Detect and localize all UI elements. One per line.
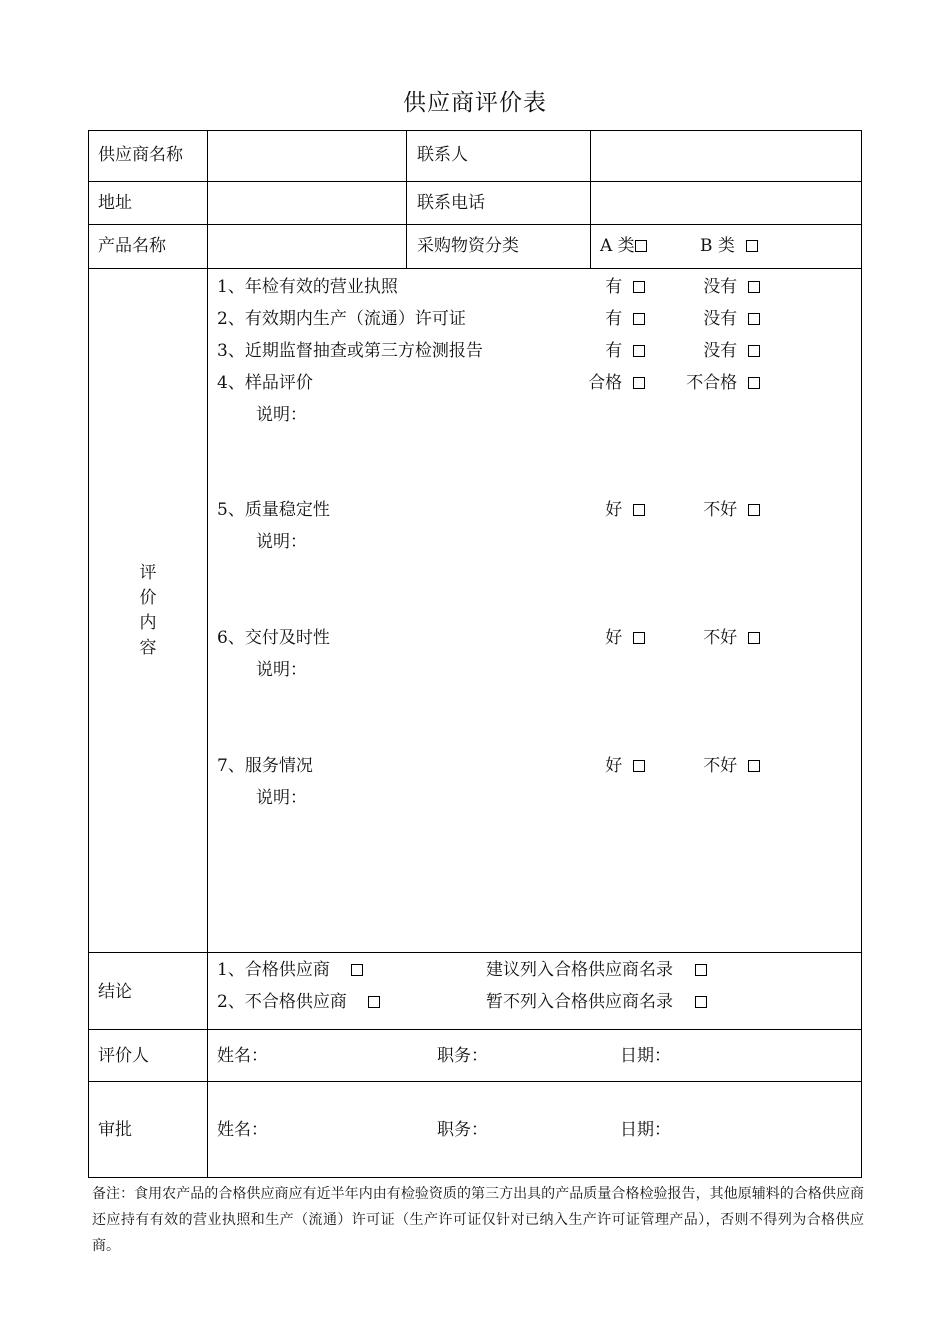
checkbox[interactable]: [695, 996, 707, 1008]
row-divider: [88, 181, 862, 182]
class-b-checkbox[interactable]: [746, 240, 758, 252]
conclusion-option-list[interactable]: [486, 960, 707, 980]
explain-label: 说明：: [256, 405, 307, 425]
option-label: 没有: [703, 277, 738, 297]
option-label: 1、合格供应商: [217, 960, 330, 980]
class-a-label: A 类: [600, 236, 635, 256]
eval-option-bad[interactable]: [703, 628, 760, 648]
conclusion-option-nolist[interactable]: [486, 992, 707, 1012]
product-name-label: 产品名称: [98, 236, 166, 256]
evaluator-post-field[interactable]: 职务：: [437, 1046, 488, 1066]
evaluator-name-field[interactable]: 姓名：: [217, 1046, 268, 1066]
eval-option-fail[interactable]: [686, 373, 760, 393]
eval-option-pass[interactable]: [588, 373, 645, 393]
option-label: 没有: [703, 309, 738, 329]
checkbox[interactable]: [633, 760, 645, 772]
eval-option-yes[interactable]: [605, 277, 645, 297]
class-b-label: B 类: [700, 236, 735, 256]
option-label: 好: [605, 628, 623, 648]
conclusion-label: 结论: [98, 982, 132, 1002]
row-divider: [88, 1081, 862, 1082]
checkbox[interactable]: [633, 504, 645, 516]
phone-field[interactable]: [593, 184, 859, 222]
checkbox[interactable]: [748, 504, 760, 516]
eval-option-yes[interactable]: [605, 309, 645, 329]
form-title: 供应商评价表: [403, 90, 547, 116]
conclusion-option-qualified[interactable]: [217, 960, 363, 980]
eval-item-label: 3、近期监督抽查或第三方检测报告: [217, 341, 483, 361]
checkbox[interactable]: [633, 281, 645, 293]
column-divider: [207, 130, 208, 1178]
eval-item-label: 2、有效期内生产（流通）许可证: [217, 309, 466, 329]
option-label: 有: [605, 341, 623, 361]
explain-label: 说明：: [256, 532, 307, 552]
eval-option-good[interactable]: [605, 628, 645, 648]
approval-name-field[interactable]: 姓名：: [217, 1120, 268, 1140]
product-name-field[interactable]: [210, 227, 404, 266]
row-divider: [88, 1029, 862, 1030]
approval-post-field[interactable]: 职务：: [437, 1120, 488, 1140]
option-label: 有: [605, 309, 623, 329]
evaluator-label: 评价人: [98, 1046, 149, 1066]
explain-label: 说明：: [256, 660, 307, 680]
class-a-option[interactable]: [600, 236, 647, 256]
option-label: 没有: [703, 341, 738, 361]
address-field[interactable]: [210, 184, 404, 222]
option-label: 不好: [703, 628, 738, 648]
checkbox[interactable]: [748, 313, 760, 325]
eval-option-good[interactable]: [605, 500, 645, 520]
option-label: 不好: [703, 500, 738, 520]
row-divider: [88, 952, 862, 953]
row-divider: [88, 224, 862, 225]
option-label: 有: [605, 277, 623, 297]
option-label: 不合格: [686, 373, 738, 393]
eval-section-char: 评: [139, 563, 157, 583]
eval-option-bad[interactable]: [703, 756, 760, 776]
checkbox[interactable]: [695, 964, 707, 976]
checkbox[interactable]: [368, 996, 380, 1008]
eval-item-label: 7、服务情况: [217, 756, 313, 776]
eval-option-bad[interactable]: [703, 500, 760, 520]
option-label: 好: [605, 756, 623, 776]
eval-item-label: 5、质量稳定性: [217, 500, 330, 520]
class-b-option[interactable]: [700, 236, 758, 256]
approval-label: 审批: [98, 1120, 132, 1140]
conclusion-option-unqualified[interactable]: [217, 992, 380, 1012]
eval-option-no[interactable]: [703, 341, 760, 361]
eval-option-no[interactable]: [703, 309, 760, 329]
eval-section-char: 价: [139, 588, 157, 608]
checkbox[interactable]: [633, 377, 645, 389]
contact-label: 联系人: [417, 145, 468, 165]
eval-option-yes[interactable]: [605, 341, 645, 361]
checkbox[interactable]: [748, 377, 760, 389]
eval-section-label: [138, 561, 158, 661]
option-label: 合格: [588, 373, 623, 393]
eval-option-good[interactable]: [605, 756, 645, 776]
eval-option-no[interactable]: [703, 277, 760, 297]
checkbox[interactable]: [633, 313, 645, 325]
option-label: 建议列入合格供应商名录: [486, 960, 673, 980]
explain-label: 说明：: [256, 788, 307, 808]
checkbox[interactable]: [748, 632, 760, 644]
eval-section-char: 内: [139, 613, 157, 633]
checkbox[interactable]: [633, 632, 645, 644]
checkbox[interactable]: [748, 281, 760, 293]
checkbox[interactable]: [748, 760, 760, 772]
evaluator-date-field[interactable]: 日期：: [620, 1046, 671, 1066]
footnote: 备注：食用农产品的合格供应商应有近半年内由有检验资质的第三方出具的产品质量合格检验报告，其他原辅料的合格供应商还应持有有效的营业执照和生产（流通）许可证（生产许可证仅针对已纳入生产许可证管理产品），否则不得列为合格供应商。: [92, 1186, 864, 1254]
eval-item-label: 4、样品评价: [217, 373, 313, 393]
address-label: 地址: [98, 193, 132, 213]
phone-label: 联系电话: [417, 193, 485, 213]
eval-section-char: 容: [139, 638, 157, 658]
column-divider: [406, 130, 407, 268]
contact-field[interactable]: [593, 133, 859, 179]
class-a-checkbox[interactable]: [635, 240, 647, 252]
supplier-name-label: 供应商名称: [98, 145, 183, 165]
row-divider: [88, 268, 862, 269]
supplier-name-field[interactable]: [210, 133, 404, 179]
eval-item-label: 6、交付及时性: [217, 628, 330, 648]
option-label: 不好: [703, 756, 738, 776]
category-label: 采购物资分类: [417, 236, 519, 256]
column-divider: [590, 130, 591, 268]
option-label: 好: [605, 500, 623, 520]
checkbox[interactable]: [351, 964, 363, 976]
checkbox[interactable]: [633, 345, 645, 357]
eval-item-label: 1、年检有效的营业执照: [217, 277, 398, 297]
approval-date-field[interactable]: 日期：: [620, 1120, 671, 1140]
checkbox[interactable]: [748, 345, 760, 357]
option-label: 暂不列入合格供应商名录: [486, 992, 673, 1012]
option-label: 2、不合格供应商: [217, 992, 347, 1012]
